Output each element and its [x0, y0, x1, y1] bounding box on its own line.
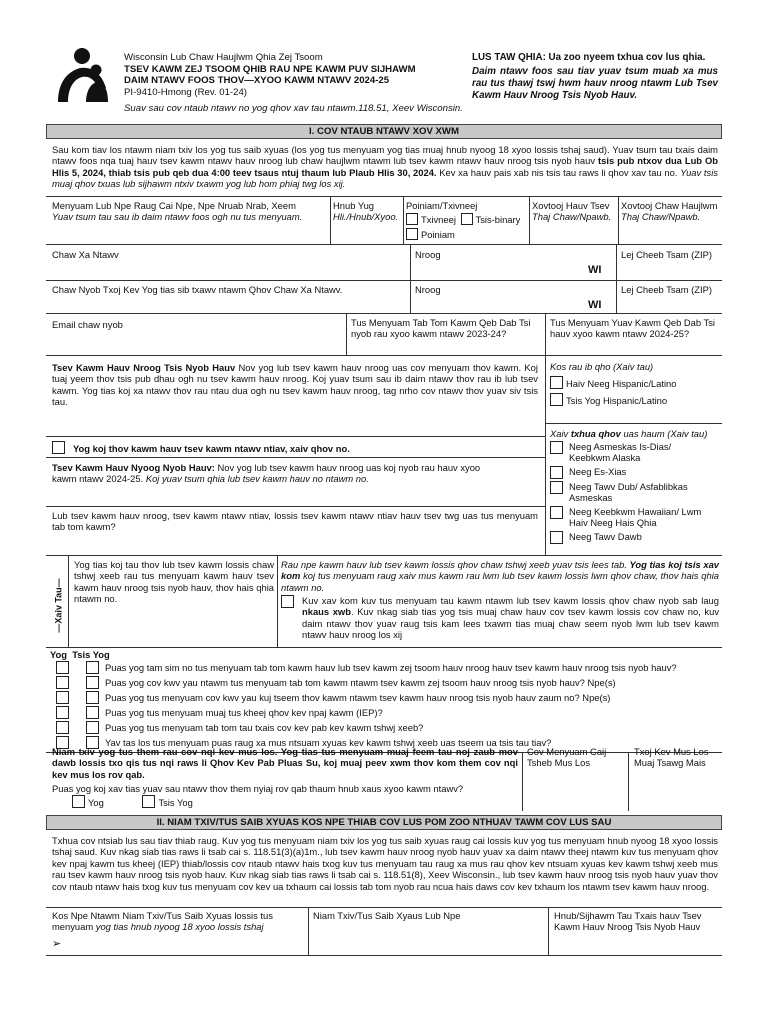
students-riding-label: Cov Menyuam Caij Tsheb Mus Los: [527, 746, 607, 769]
form-number: PI-9410-Hmong (Rev. 01-24): [124, 87, 247, 99]
birthdate-hint: Hli./Hnub/Xyoo.: [333, 211, 399, 223]
transport-reimbursement-note: Niam txiv yog tus them rau cov nqi kev mus los. Yog tias tus menyuam muaj feem tau noj zaub mov dawb lossis txo qis tus nqi raws li Qhov Kev Pab Pluas Su, koj muaj peev xwm thov kom them cov nqi kev mus los rov qab.: [52, 746, 518, 780]
print-name-field[interactable]: [312, 934, 544, 952]
q2-no-checkbox[interactable]: [86, 676, 99, 689]
street-address-label: Chaw Nyob Txoj Kev Yog tias sib txawv ntawm Qhov Chaw Xa Ntawv.: [52, 284, 343, 295]
instructions-body: Daim ntawv foos sau tiav yuav tsum muab xa mus rau tus thawj tswj hwm hauv nroog ntawm Lub Tsev Kawm Hauv Nroog Tsis Nyob Hauv.: [472, 65, 718, 101]
grade-next-label: Tus Menyuam Yuav Kawm Qeb Dab Tsi hauv xyoo kawm ntawv 2024-25?: [550, 317, 716, 340]
nonresident-district-field[interactable]: [48, 412, 542, 434]
race-label: Xaiv txhua qhov uas haum (Xaiv tau): [550, 428, 708, 439]
state2-wi: WI: [588, 299, 602, 311]
yes-no-header: Yog Tsis Yog: [50, 649, 110, 660]
ethnicity-not-hispanic-checkbox[interactable]: [550, 393, 563, 406]
form-title: TSEV KAWM ZEJ TSOOM QHIB RAU NPE KAWM PUV SIJHAWM: [124, 63, 416, 75]
signature-field[interactable]: [64, 934, 304, 952]
q5-no-checkbox[interactable]: [86, 721, 99, 734]
ethnicity-not-hispanic-label: Tsis Yog Hispanic/Latino: [566, 394, 668, 406]
city2-label: Nroog: [415, 284, 441, 295]
gender-label: Poiniam/Txivneej: [406, 200, 478, 211]
resident-district-text: Tsev Kawm Hauv Nyoog Nyob Hauv: Nov yog lub tsev kawm hauv nroog uas koj nyob rau hauv xyoo kawm ntawv 2024-25. Koj yuav tsum qhia lub tsev kawm hauv no ntawm no.: [52, 462, 481, 485]
agency-name: Wisconsin Lub Chaw Haujlwm Qhia Zej Tsoom: [124, 52, 323, 63]
gender-female-label: Poiniam: [421, 228, 455, 240]
programs-only-text: Kuv xav kom kuv tus menyuam tau kawm ntawm lub tsev kawm lossis qhov chaw nyob sab laug nkaus xwb. Kuv nkag siab tias yog tsis muaj chaw hauv cov tsev kawm lossis cov chaw no, kuv daim ntawv thov yuav raug tsis kam lees txawm tias muaj chaw seem nyob lwm lub tsev kawm ntawv hauv nroog los xij: [302, 595, 720, 641]
race-asian-checkbox[interactable]: [550, 466, 563, 479]
print-name-label: Niam Txiv/Tus Saib Xyaus Lub Npe: [313, 910, 461, 921]
q1-yes-checkbox[interactable]: [56, 661, 69, 674]
gender-male-checkbox[interactable]: [406, 213, 418, 225]
race-black-checkbox[interactable]: [550, 481, 563, 494]
reimburse-yes-checkbox[interactable]: [72, 795, 85, 808]
question-3: Puas yog tus menyuam cov kwv yau kuj tseem thov kawm ntawm tsev kawm hauv nroog tsis nyob hauv zaum no? Npe(s): [105, 691, 611, 703]
q3-yes-checkbox[interactable]: [56, 691, 69, 704]
signature-label: Kos Npe Ntawm Niam Txiv/Tus Saib Xyuas lossis tus menyuam yog tias hnub nyoog 18 xyoo lossis tshaj: [52, 910, 273, 933]
zip2-label: Lej Cheeb Tsam (ZIP): [621, 284, 713, 295]
optional-instructions: Yog tias koj tau thov lub tsev kawm lossis chaw tshwj xeeb rau tus menyuam kawm hauv tsev kawm hauv nroog tsis nyob hauv, thov hais qhia ntawm no.: [74, 559, 274, 605]
miles-label: Txoj Kev Mus Los Muaj Tsawg Mais: [634, 746, 709, 769]
ethnicity-hispanic-label: Haiv Neeg Hispanic/Latino: [566, 378, 677, 390]
current-school-label: Lub tsev kawm hauv nroog, tsev kawm ntawv ntiav, lossis tsev kawm ntawv ntiav hauv tsev twg uas tus menyuam tab tom kawm?: [52, 510, 538, 533]
dpi-logo: [52, 44, 114, 106]
gender-female-checkbox[interactable]: [406, 228, 418, 240]
programs-only-checkbox[interactable]: [281, 595, 294, 608]
question-6: Yav tas los tus menyuam puas raug xa mus ntsuam xyuas kev kawm tshwj xeeb uas tseem ua tsis tau tiav?: [105, 736, 552, 748]
pupil-name-hint: Yuav tsum tau sau ib daim ntawv foos ogh nu tus menyuam.: [52, 211, 303, 223]
q2-yes-checkbox[interactable]: [56, 676, 69, 689]
reimburse-yes-label: Yog: [88, 797, 104, 808]
ethnicity-hispanic-checkbox[interactable]: [550, 376, 563, 389]
reimbursement-question: Puas yog koj xav tias yuav sau ntawv thov them nyiaj rov qab thaum hnub xaus xyoo kawm ntawv?: [52, 783, 464, 794]
specific-school-checkbox[interactable]: [52, 441, 65, 454]
q5-yes-checkbox[interactable]: [56, 721, 69, 734]
race-pacific-islander-label: Neeg Keebkwm Hawaiian/ Lwm Haiv Neeg Hais Qhia: [569, 505, 702, 529]
ethnicity-label: Kos rau ib qho (Xaiv tau): [550, 361, 654, 372]
race-asian-label: Neeg Es-Xias: [569, 465, 627, 477]
race-white-label: Neeg Tawv Dawb: [569, 530, 642, 542]
pupil-name-label: Menyuam Lub Npe Raug Cai Npe, Npe Nruab Nrab, Xeem: [52, 200, 296, 211]
signature-arrow-icon: ➢: [52, 938, 62, 950]
q4-yes-checkbox[interactable]: [56, 706, 69, 719]
state-wi: WI: [588, 264, 602, 276]
zip-label: Lej Cheeb Tsam (ZIP): [621, 249, 713, 260]
gender-male-label: Txivneej: [421, 214, 456, 226]
race-white-checkbox[interactable]: [550, 531, 563, 544]
city-label: Nroog: [415, 249, 441, 260]
question-1: Puas yog tam sim no tus menyuam tab tom kawm hauv lub tsev kawm zej tsoom hauv nroog hauv tsev kawm hauv nroog tsis nyob hauv?: [105, 661, 677, 673]
email-label: Email chaw nyob: [52, 319, 123, 330]
work-phone-hint: Thaj Chaw/Npawb.: [621, 211, 701, 223]
mailing-address-label: Chaw Xa Ntawv: [52, 249, 119, 260]
question-5: Puas yog tus menyuam tab tom tau txais cov kev pab kev kawm tshwj xeeb?: [105, 721, 424, 733]
grade-current-label: Tus Menyuam Tab Tom Kawm Qeb Dab Tsi nyob rau xyoo kawm ntawv 2023-24?: [351, 317, 531, 340]
race-american-indian-checkbox[interactable]: [550, 441, 563, 454]
nonresident-district-text: Tsev Kawm Hauv Nroog Tsis Nyob Hauv Nov yog lub tsev kawm hauv nroog uas cov menyuam thov kawm. Koj tuaj yeem thov tsis pub dhau ogh nu tsev kawm hauv nroog. Koj yuav tsum sau ib daim ntawv thov rau ib lub tsev kawm. Yog tias koj xa ntawv thov rau ntau dua ogh nu tsev kawm hauv nroog, tag nrho cov ntawv thov yuav siv tsis tau.: [52, 362, 538, 408]
form-subtitle: DAIM NTAWV FOOS THOV—XYOO KAWM NTAWV 2024-25: [124, 75, 390, 87]
section-2-title: II. NIAM TXIV/TUS SAIB XYUAS KOS NPE THIAB COV LUS POM ZOO NTHUAV TAWM COV LUS SAU: [46, 815, 722, 830]
resident-district-field[interactable]: [48, 488, 542, 504]
date-received-label: Hnub/Sijhawm Tau Txais hauv Tsev Kawm Hauv Nroog Tsis Nyob Hauv: [554, 910, 702, 933]
race-black-label: Neeg Tawv Dub/ Asfablibkas Asmeskas: [569, 480, 688, 504]
question-2: Puas yog cov kwv yau ntawm tus menyuam tab tom kawm ntawm tsev kawm zej tsoom hauv nroog tsis nyob hauv? Npe(s): [105, 676, 616, 688]
instructions-title: LUS TAW QHIA: Ua zoo nyeem txhua cov lus qhia.: [472, 52, 706, 63]
home-phone-label: Xovtooj Hauv Tsev: [532, 200, 610, 211]
statute-note: Suav sau cov ntaub ntawv no yog qhov xav tau ntawm.118.51, Xeev Wisconsin.: [124, 102, 463, 114]
reimburse-no-label: Tsis Yog: [158, 797, 193, 808]
section-1-title: I. COV NTAUB NTAWV XOV XWM: [46, 124, 722, 139]
race-pacific-islander-checkbox[interactable]: [550, 506, 563, 519]
birthdate-label: Hnub Yug: [333, 200, 375, 211]
q4-no-checkbox[interactable]: [86, 706, 99, 719]
programs-note: Rau npe kawm hauv lub tsev kawm lossis qhov chaw tshwj xeeb yuav tsis lees tab. Yog tias koj tsis xav kom koj tus menyuam raug xaiv mus kawm rau lwm lub tsev kawm lossis lwm qhov chaw, thov hais qhia ntawm no.: [281, 559, 719, 593]
home-phone-hint: Thaj Chaw/Npawb.: [532, 211, 612, 223]
pupil-name-field[interactable]: [48, 224, 328, 240]
race-american-indian-label: Neeg Asmeskas Is-Dias/ Keebkwm Alaska: [569, 441, 672, 464]
question-4: Puas yog tus menyuam muaj tus kheej qhov kev npaj kawm (IEP)?: [105, 706, 383, 718]
specific-school-option: Yog koj thov kawm hauv tsev kawm ntawv ntiav, xaiv qhov no.: [52, 441, 350, 454]
gender-nonbinary-checkbox[interactable]: [461, 213, 473, 225]
reimburse-no-checkbox[interactable]: [142, 795, 155, 808]
section-2-body: Txhua cov ntsiab lus sau tiav thiab raug. Kuv yog tus menyuam niam txiv los yog tus saib xyuas raug cai lossis kuv yog tus menyuam hnub nyoog 18 xyoo lossis tshaj saud. Kuv nkag siab tias raws li tsab cai s. 118.51(3)(a)1m., lub tsev kawm hauv nroog nyob hauv yuav xa daim ntawv theej ntawm kuv tus menyuam qhov kev npaj kawm tus kheej (IEP) thiab/lossis cov ntaub ntawv hais txog kuv tus menyuam tau raug xa mus rau qhov kev ntsuam xyuas kev kawm tshwj xeeb mus rau tsev kawm hauv nroog tsis nyob hauv. Kuv nkag siab tias raws li tsab cai s. 118.51(8), Xeev Wisconsin., lub tsev kawm hauv nroog tsis nyob hauv yuav thov cov ntaub ntawv hais txog kuv tus menyuam cov kev ua txhaum cai lossis tab tom nyob rau ncua hais daws cov kev txhaum los ntawm tsev kawm hauv nroog.: [52, 835, 718, 892]
optional-side-label: —Xaiv Tau—: [53, 578, 64, 633]
gender-nonbinary-label: Tsis-binary: [475, 214, 521, 226]
q1-no-checkbox[interactable]: [86, 661, 99, 674]
section-1-intro: Sau kom tiav los ntawm niam txiv los yog tus saib xyuas (los yog tus menyuam yog tias muaj hnub nyoog 18 xyoo lossis tshaj saud). Yuav tsum tau txais daim ntawv foos nqa tuaj hauv tsev kawm ntawv hauv nroog lub chaw haujlwm ntawm lub tsev kawm ntawv hauv nroog tsis nyob hauv tsis pub ntxov dua Lub Ob Hlis 5, 2024, thiab tsis pub qeb dua 4:00 teev tsaus ntuj thaum lub Plaub Hlis 30, 2024. Kev xa hauv pais xab nis tsis tau raws li qhov xav tau no. Yuav tsis muaj qhov txuas lub sijhawm ntxiv txawm yog lub hom phiaj twg los xij.: [52, 144, 719, 190]
work-phone-label: Xovtooj Chaw Haujlwm: [621, 200, 718, 211]
q3-no-checkbox[interactable]: [86, 691, 99, 704]
